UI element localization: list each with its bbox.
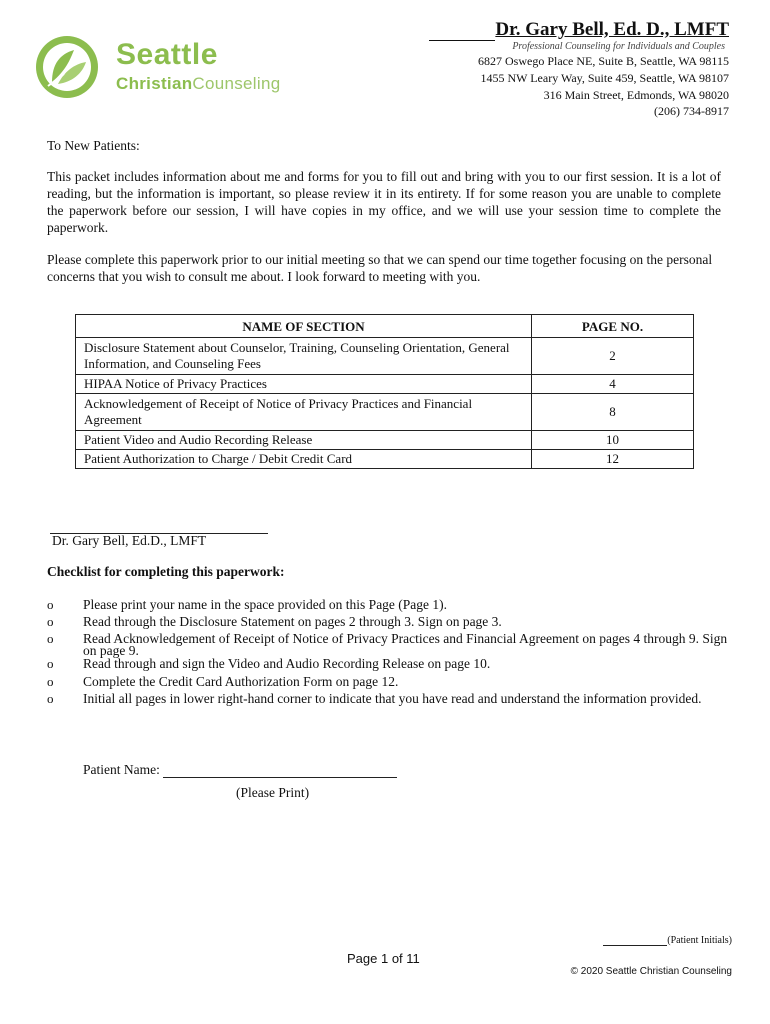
address-line: 1455 NW Leary Way, Suite 459, Seattle, WA 98107 bbox=[480, 71, 729, 85]
checklist-item: Please print your name in the space provided on this Page (Page 1). bbox=[83, 597, 448, 612]
checklist-bullet: o bbox=[47, 656, 54, 671]
logo-word-seattle: Seattle bbox=[116, 38, 218, 71]
section-name-cell: Disclosure Statement about Counselor, Training, Counseling Orientation, General Information, and Counseling Fees bbox=[76, 338, 532, 375]
checklist-item: Complete the Credit Card Authorization Form on page 12. bbox=[83, 674, 399, 689]
page-number-cell: 10 bbox=[532, 431, 694, 450]
table-row bbox=[76, 431, 694, 450]
table-row bbox=[76, 375, 694, 394]
address-line: 316 Main Street, Edmonds, WA 98020 bbox=[543, 88, 729, 102]
column-header-section: NAME OF SECTION bbox=[76, 315, 532, 338]
initials-label: (Patient Initials) bbox=[667, 935, 732, 946]
checklist-bullet: o bbox=[47, 597, 54, 612]
checklist-bullet: o bbox=[47, 674, 54, 689]
page-number-cell: 4 bbox=[532, 375, 694, 394]
logo-word-counseling: Counseling bbox=[192, 74, 281, 93]
logo-word-christian: Christian bbox=[116, 74, 193, 93]
section-name-cell: HIPAA Notice of Privacy Practices bbox=[76, 375, 532, 394]
patient-name-blank[interactable] bbox=[163, 763, 397, 778]
table-header-row bbox=[76, 315, 694, 338]
table-row bbox=[76, 450, 694, 469]
page-number-cell: 8 bbox=[532, 394, 694, 431]
column-header-page: PAGE NO. bbox=[532, 315, 694, 338]
meeting-paragraph: Please complete this paperwork prior to our initial meeting so that we can spend our time together focusing on the personal concerns that you wish to consult me about. I look forward to meeting with you. bbox=[47, 252, 713, 284]
sections-table bbox=[75, 314, 694, 469]
copyright-notice: © 2020 Seattle Christian Counseling bbox=[570, 966, 732, 977]
checklist-bullet: o bbox=[47, 691, 54, 706]
practice-tagline: Professional Counseling for Individuals and Couples bbox=[512, 41, 725, 52]
table-row bbox=[76, 394, 694, 431]
page-number-cell: 2 bbox=[532, 338, 694, 375]
company-logo bbox=[34, 32, 314, 102]
salutation: To New Patients: bbox=[47, 138, 140, 153]
address-line: 6827 Oswego Place NE, Suite B, Seattle, WA 98115 bbox=[478, 54, 729, 68]
table-row bbox=[76, 338, 694, 375]
patient-initials-field[interactable] bbox=[603, 935, 732, 946]
checklist-item: Read through the Disclosure Statement on pages 2 through 3. Sign on page 3. bbox=[83, 614, 502, 629]
checklist-bullet: o bbox=[47, 631, 54, 646]
doctor-name-heading: Dr. Gary Bell, Ed. D., LMFT bbox=[429, 19, 729, 41]
patient-name-field[interactable] bbox=[83, 762, 397, 778]
patient-name-label: Patient Name: bbox=[83, 762, 160, 777]
page-number: Page 1 of 11 bbox=[347, 951, 420, 966]
checklist-title: Checklist for completing this paperwork: bbox=[47, 564, 285, 579]
phone-number: (206) 734-8917 bbox=[654, 104, 729, 118]
please-print-note: (Please Print) bbox=[236, 785, 310, 800]
page-number-cell: 12 bbox=[532, 450, 694, 469]
initials-blank[interactable] bbox=[603, 935, 667, 946]
leaf-circle-logo-icon bbox=[34, 34, 100, 100]
signature-name: Dr. Gary Bell, Ed.D., LMFT bbox=[52, 533, 207, 548]
section-name-cell: Acknowledgement of Receipt of Notice of Privacy Practices and Financial Agreement bbox=[76, 394, 532, 431]
checklist-item: Initial all pages in lower right-hand corner to indicate that you have read and understand the information provided. bbox=[83, 691, 702, 706]
logo-word-christian-counseling bbox=[116, 74, 280, 94]
section-name-cell: Patient Video and Audio Recording Release bbox=[76, 431, 532, 450]
checklist-item: Read through and sign the Video and Audio Recording Release on page 10. bbox=[83, 656, 491, 671]
section-name-cell: Patient Authorization to Charge / Debit Credit Card bbox=[76, 450, 532, 469]
checklist-bullet: o bbox=[47, 614, 54, 629]
checklist-item: Read Acknowledgement of Receipt of Notice of Privacy Practices and Financial Agreement on pages 4 through 9. Sign on page 9. bbox=[83, 631, 728, 658]
intro-paragraph: This packet includes information about me and forms for you to fill out and bring with you to our first session. It is a lot of reading, but the information is important, so please review it in its entirety. If for some reason you are unable to complete the paperwork before our session, I will have copies in my office, and we will use your session time to complete the paperwork. bbox=[47, 169, 721, 235]
